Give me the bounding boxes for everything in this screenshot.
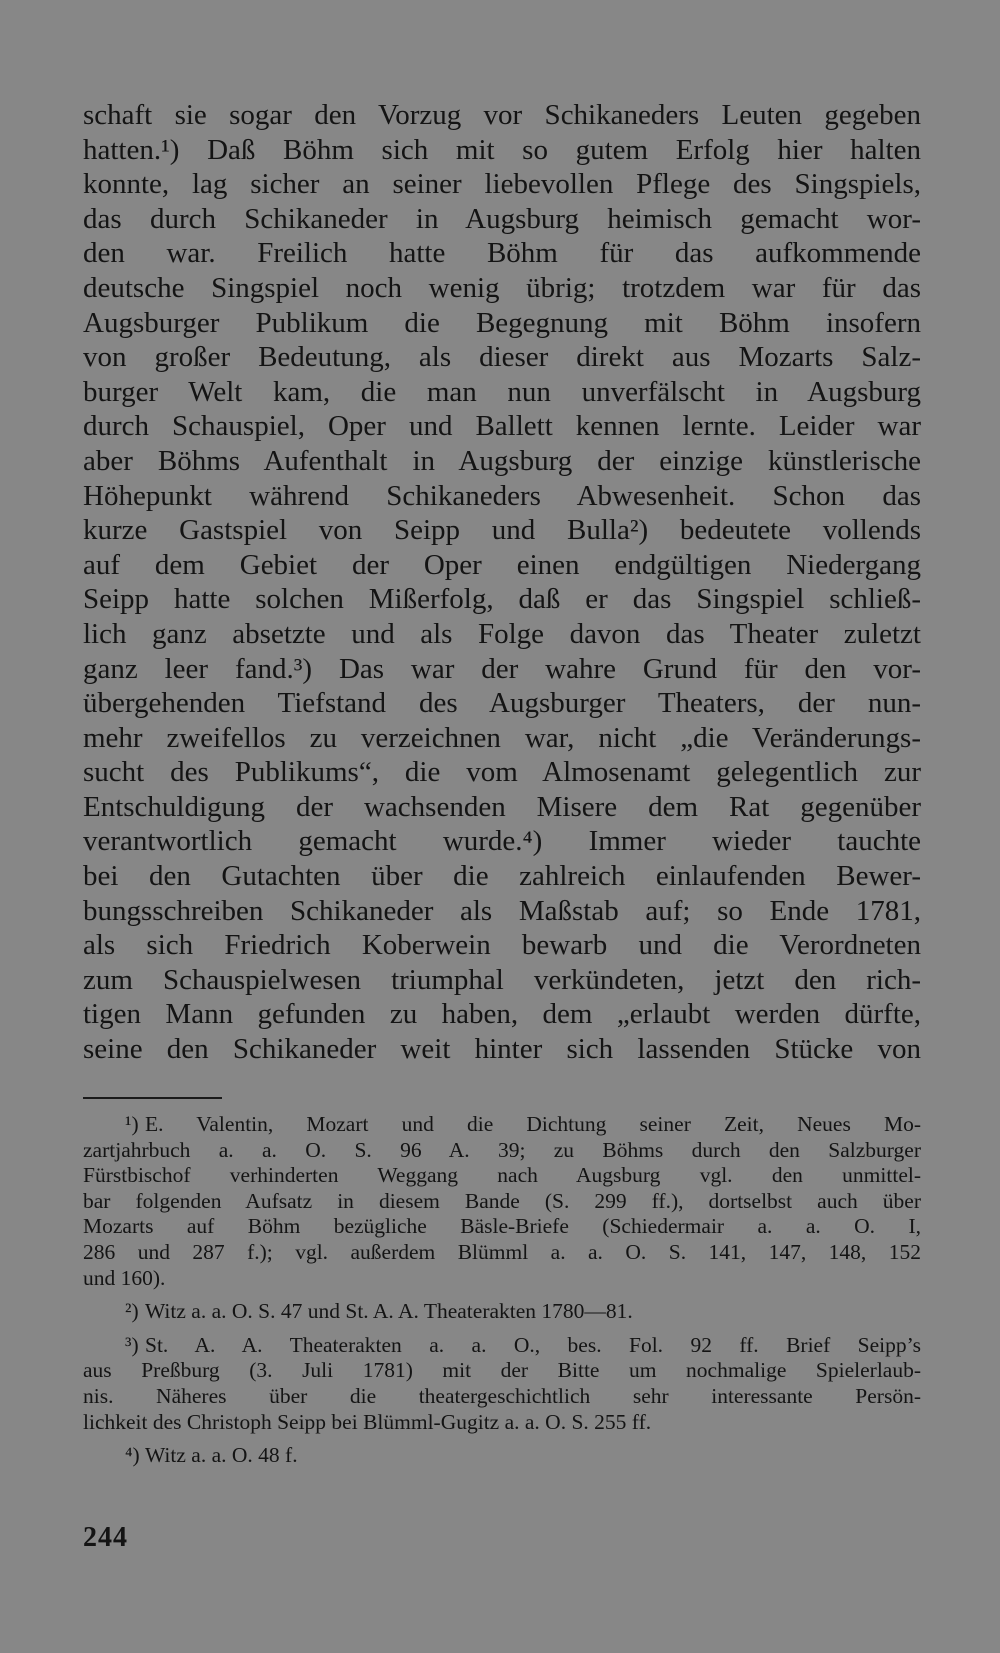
footnote [83,1333,921,1435]
body-line: ganz leer fand.³) Das war der wahre Grund für den vor- [83,652,921,685]
body-line: aber Böhms Aufenthalt in Augsburg der einzige künstlerische [83,444,921,477]
footnote-line: aus Preßburg (3. Juli 1781) mit der Bitte um nochmalige Spielerlaub- [83,1358,921,1383]
footnote-line: Witz a. a. O. S. 47 und St. A. A. Theaterakten 1780—81. [145,1299,633,1324]
footnotes [83,1112,921,1477]
footnote-line: Witz a. a. O. 48 f. [145,1443,298,1468]
body-line: auf dem Gebiet der Oper einen endgültigen Niedergang [83,548,921,581]
body-line: konnte, lag sicher an seiner liebevollen Pflege des Singspiels, [83,168,921,201]
body-line: bei den Gutachten über die zahlreich einlaufenden Bewer- [83,860,921,893]
main-paragraph [83,98,921,1067]
body-line: schaft sie sogar den Vorzug vor Schikaneders Leuten gegeben [83,99,921,131]
footnote [83,1443,921,1469]
footnote-line: bar folgenden Aufsatz in diesem Bande (S. 299 ff.), dortselbst auch über [83,1188,921,1213]
body-line: verantwortlich gemacht wurde.⁴) Immer wieder tauchte [83,825,921,858]
body-line: kurze Gastspiel von Seipp und Bulla²) bedeutete vollends [83,514,921,547]
footnote-line: nis. Näheres über die theatergeschichtlich sehr interessante Persön- [83,1383,921,1408]
page-number: 244 [83,1522,128,1553]
body-line: Entschuldigung der wachsenden Misere dem Rat gegenüber [83,790,921,823]
body-line: übergehenden Tiefstand des Augsburger Theaters, der nun- [83,687,921,720]
body-line: Höhepunkt während Schikaneders Abwesenheit. Schon das [83,479,921,512]
body-line: Seipp hatte solchen Mißerfolg, daß er das Singspiel schließ- [83,583,921,616]
body-line: deutsche Singspiel noch wenig übrig; trotzdem war für das [83,271,921,304]
body-line: mehr zweifellos zu verzeichnen war, nicht „die Veränderungs- [83,721,921,754]
body-line: lich ganz absetzte und als Folge davon das Theater zuletzt [83,617,921,650]
body-line: hatten.¹) Daß Böhm sich mit so gutem Erfolg hier halten [83,133,921,166]
footnote-mark: ³) [125,1332,139,1357]
footnote [83,1299,921,1325]
footnote-line: St. A. A. Theaterakten a. a. O., bes. Fol. 92 ff. Brief Seipp’s [145,1332,921,1357]
body-line: von großer Bedeutung, als dieser direkt aus Mozarts Salz- [83,341,921,374]
footnote-line: Fürstbischof verhinderten Weggang nach Augsburg vgl. den unmittel- [83,1163,921,1188]
body-line: durch Schauspiel, Oper und Ballett kennen lernte. Leider war [83,410,921,443]
footnote-divider [83,1097,222,1099]
footnote-mark: ²) [125,1299,139,1324]
footnote-line: lichkeit des Christoph Seipp bei Blümml-Gugitz a. a. O. S. 255 ff. [83,1409,652,1434]
footnote-line: E. Valentin, Mozart und die Dichtung seiner Zeit, Neues Mo- [145,1112,921,1136]
footnote-line: zartjahrbuch a. a. O. S. 96 A. 39; zu Böhms durch den Salzburger [83,1137,921,1162]
footnote-line: Mozarts auf Böhm bezügliche Bäsle-Briefe (Schiedermair a. a. O. I, [83,1214,921,1239]
body-line: seine den Schikaneder weit hinter sich lassenden Stücke von [83,1033,921,1066]
body-line: den war. Freilich hatte Böhm für das aufkommende [83,237,921,270]
footnote [83,1112,921,1291]
body-line: das durch Schikaneder in Augsburg heimisch gemacht wor- [83,202,921,235]
body-line: als sich Friedrich Koberwein bewarb und die Verordneten [83,929,921,962]
body-line: burger Welt kam, die man nun unverfälscht in Augsburg [83,375,921,408]
footnote-line: und 160). [83,1265,166,1290]
body-line: bungsschreiben Schikaneder als Maßstab auf; so Ende 1781, [83,894,921,927]
body-line: sucht des Publikums“, die vom Almosenamt gelegentlich zur [83,756,921,789]
body-line: tigen Mann gefunden zu haben, dem „erlaubt werden dürfte, [83,998,921,1031]
footnote-mark: ¹) [125,1112,139,1136]
body-line: zum Schauspielwesen triumphal verkündeten, jetzt den rich- [83,963,921,996]
body-line: Augsburger Publikum die Begegnung mit Böhm insofern [83,306,921,339]
footnote-line: 286 und 287 f.); vgl. außerdem Blümml a. a. O. S. 141, 147, 148, 152 [83,1239,921,1264]
footnote-mark: ⁴) [125,1443,140,1468]
page-body [83,98,921,1067]
